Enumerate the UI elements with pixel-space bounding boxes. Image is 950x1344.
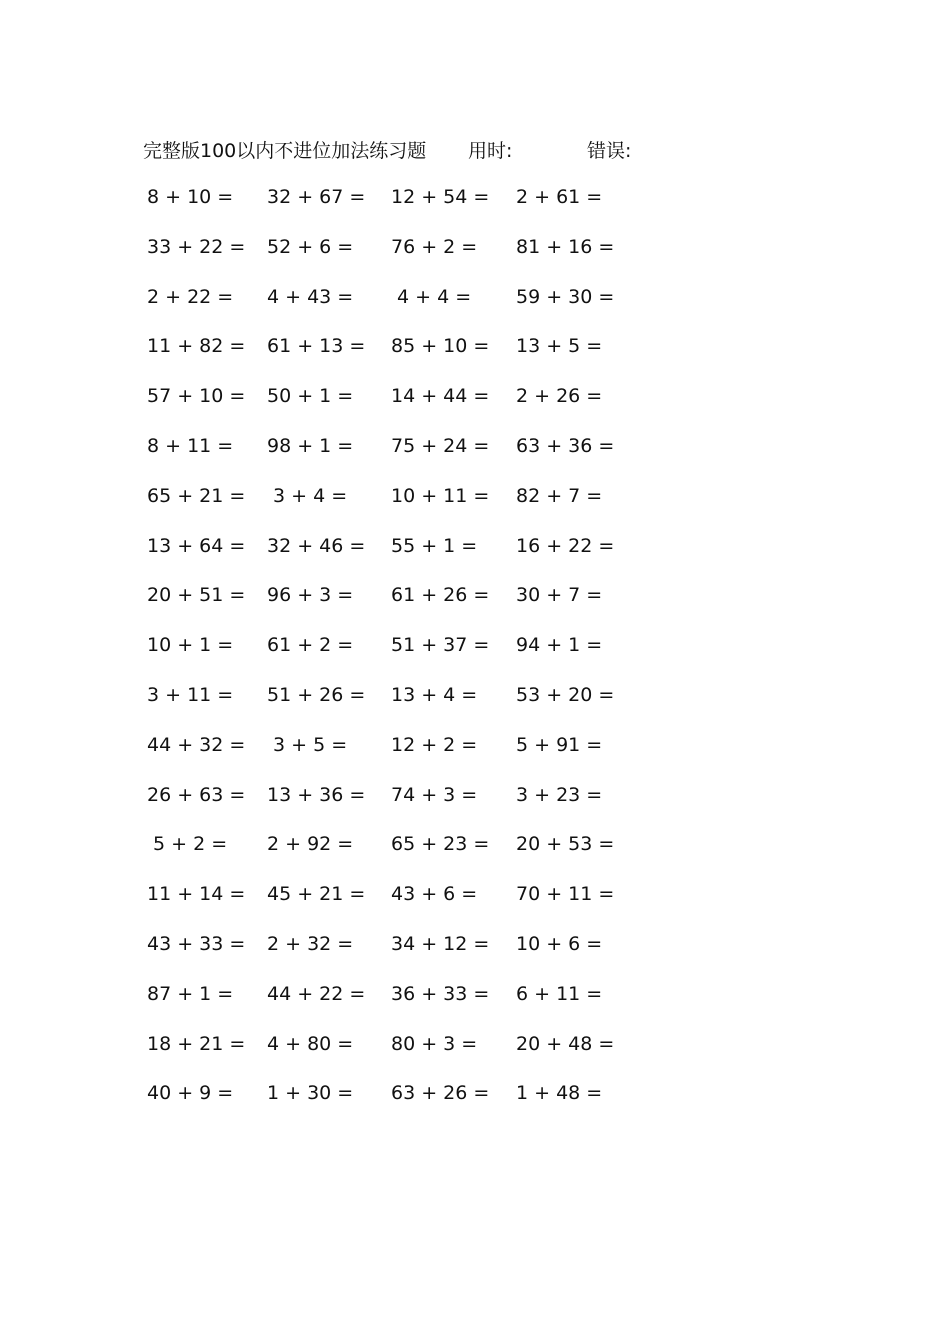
problem-item: 2 + 26 = bbox=[516, 385, 603, 408]
problem-item: 34 + 12 = bbox=[391, 933, 490, 955]
problem-item: 61 + 2 = bbox=[267, 634, 354, 657]
problem-item: 63 + 36 = bbox=[516, 435, 615, 457]
problem-item: 36 + 33 = bbox=[391, 982, 490, 1005]
problem-item: 50 + 1 = bbox=[267, 385, 354, 408]
problem-item: 20 + 53 = bbox=[516, 833, 615, 856]
problem-item: 1 + 30 = bbox=[267, 1082, 354, 1105]
problem-item: 74 + 3 = bbox=[391, 783, 478, 806]
problem-row bbox=[0, 983, 950, 1013]
problem-row bbox=[0, 784, 950, 814]
problem-item: 61 + 26 = bbox=[391, 584, 490, 607]
problem-item: 53 + 20 = bbox=[516, 684, 615, 706]
problem-row bbox=[0, 335, 950, 365]
problem-item: 96 + 3 = bbox=[267, 584, 354, 607]
problem-item: 76 + 2 = bbox=[391, 235, 478, 258]
problem-item: 18 + 21 = bbox=[147, 1032, 246, 1055]
problem-item: 55 + 1 = bbox=[391, 534, 478, 557]
problem-item: 2 + 61 = bbox=[516, 186, 603, 208]
problem-item: 8 + 10 = bbox=[147, 186, 234, 208]
problem-item: 75 + 24 = bbox=[391, 435, 490, 457]
problem-item: 5 + 91 = bbox=[516, 733, 603, 756]
problem-item: 65 + 21 = bbox=[147, 484, 246, 507]
time-label: 用时: bbox=[468, 140, 513, 162]
problem-item: 43 + 6 = bbox=[391, 883, 478, 906]
problem-item: 4 + 80 = bbox=[267, 1032, 354, 1055]
problem-row bbox=[0, 933, 950, 963]
problem-row bbox=[0, 385, 950, 415]
problem-item: 12 + 2 = bbox=[391, 733, 478, 756]
problem-item: 16 + 22 = bbox=[516, 534, 615, 557]
errors-label: 错误: bbox=[587, 140, 632, 162]
problem-item: 43 + 33 = bbox=[147, 933, 246, 955]
problem-item: 2 + 92 = bbox=[267, 833, 354, 856]
problem-item: 3 + 23 = bbox=[516, 783, 603, 806]
problem-item: 13 + 64 = bbox=[147, 534, 246, 557]
problem-item: 98 + 1 = bbox=[267, 435, 354, 457]
problem-item: 11 + 14 = bbox=[147, 883, 246, 906]
problem-row bbox=[0, 535, 950, 565]
problem-item: 13 + 36 = bbox=[267, 783, 366, 806]
problem-item: 13 + 5 = bbox=[516, 335, 603, 358]
worksheet-title: 完整版100以内不进位加法练习题 bbox=[143, 140, 427, 162]
problem-item: 57 + 10 = bbox=[147, 385, 246, 408]
problem-item: 87 + 1 = bbox=[147, 982, 234, 1005]
problem-item: 81 + 16 = bbox=[516, 235, 615, 258]
problem-item: 3 + 4 = bbox=[273, 484, 348, 507]
problem-row bbox=[0, 584, 950, 614]
problem-item: 40 + 9 = bbox=[147, 1082, 234, 1105]
problem-item: 14 + 44 = bbox=[391, 385, 490, 408]
problem-row bbox=[0, 236, 950, 266]
problem-item: 2 + 32 = bbox=[267, 933, 354, 955]
problem-row bbox=[0, 883, 950, 913]
problem-item: 6 + 11 = bbox=[516, 982, 603, 1005]
problem-row bbox=[0, 634, 950, 664]
problem-item: 63 + 26 = bbox=[391, 1082, 490, 1105]
problem-item: 13 + 4 = bbox=[391, 684, 478, 706]
problem-item: 20 + 51 = bbox=[147, 584, 246, 607]
problem-item: 1 + 48 = bbox=[516, 1082, 603, 1105]
problem-item: 3 + 5 = bbox=[273, 733, 348, 756]
problem-item: 10 + 6 = bbox=[516, 933, 603, 955]
problem-item: 44 + 32 = bbox=[147, 733, 246, 756]
problem-item: 51 + 26 = bbox=[267, 684, 366, 706]
problem-item: 52 + 6 = bbox=[267, 235, 354, 258]
problem-item: 10 + 11 = bbox=[391, 484, 490, 507]
problem-item: 59 + 30 = bbox=[516, 285, 615, 308]
problem-item: 33 + 22 = bbox=[147, 235, 246, 258]
problem-item: 26 + 63 = bbox=[147, 783, 246, 806]
problem-item: 12 + 54 = bbox=[391, 186, 490, 208]
problem-item: 94 + 1 = bbox=[516, 634, 603, 657]
problem-row bbox=[0, 485, 950, 515]
problem-item: 45 + 21 = bbox=[267, 883, 366, 906]
problem-item: 51 + 37 = bbox=[391, 634, 490, 657]
problem-item: 82 + 7 = bbox=[516, 484, 603, 507]
problem-row bbox=[0, 1082, 950, 1112]
problem-item: 80 + 3 = bbox=[391, 1032, 478, 1055]
problem-item: 65 + 23 = bbox=[391, 833, 490, 856]
problem-item: 3 + 11 = bbox=[147, 684, 234, 706]
problem-item: 85 + 10 = bbox=[391, 335, 490, 358]
problem-item: 70 + 11 = bbox=[516, 883, 615, 906]
problem-row bbox=[0, 286, 950, 316]
problem-row bbox=[0, 186, 950, 216]
problem-row bbox=[0, 734, 950, 764]
problem-item: 4 + 43 = bbox=[267, 285, 354, 308]
problem-item: 11 + 82 = bbox=[147, 335, 246, 358]
problem-item: 30 + 7 = bbox=[516, 584, 603, 607]
problem-item: 2 + 22 = bbox=[147, 285, 234, 308]
problem-item: 44 + 22 = bbox=[267, 982, 366, 1005]
problem-item: 10 + 1 = bbox=[147, 634, 234, 657]
worksheet-header bbox=[143, 136, 631, 163]
problem-item: 32 + 46 = bbox=[267, 534, 366, 557]
problem-item: 61 + 13 = bbox=[267, 335, 366, 358]
problem-row bbox=[0, 833, 950, 863]
problem-item: 8 + 11 = bbox=[147, 435, 234, 457]
problem-row bbox=[0, 684, 950, 714]
problem-item: 32 + 67 = bbox=[267, 186, 366, 208]
problem-row bbox=[0, 1033, 950, 1063]
problem-row bbox=[0, 435, 950, 465]
problem-item: 20 + 48 = bbox=[516, 1032, 615, 1055]
problem-item: 5 + 2 = bbox=[153, 833, 228, 856]
problem-item: 4 + 4 = bbox=[397, 285, 472, 308]
